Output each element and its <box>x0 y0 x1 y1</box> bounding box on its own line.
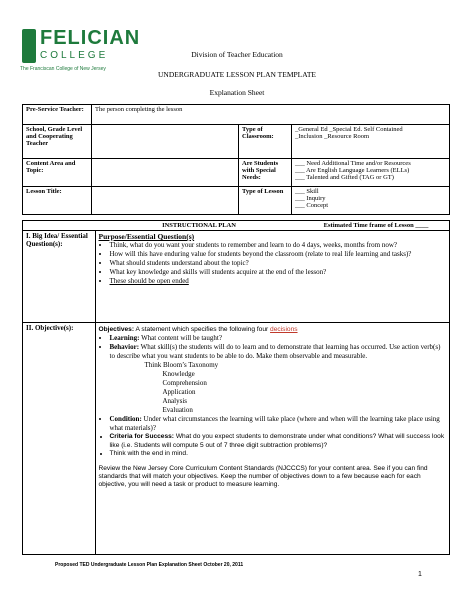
info-table <box>22 104 450 215</box>
content-area-label: Content Area and Topic: <box>23 159 92 187</box>
bloom-level: Knowledge <box>162 370 195 379</box>
think-end-text: • Think with the end in mind. <box>110 450 447 458</box>
special-needs-option: ___ Talented and Gifted (TAG or GT) <box>295 174 394 181</box>
objectives-intro-label: Objectives: <box>98 326 135 333</box>
list-item: • How will this have enduring value for students beyond the classroom (relate to real life learning and tasks)? <box>110 250 447 259</box>
objectives-cell <box>95 323 450 555</box>
division-title: Division of Teacher Education <box>191 50 283 59</box>
list-item: • These should be open ended <box>110 277 447 286</box>
list-item: • Think, what do you want your students to remember and learn to do 4 days, weeks, months from now? <box>110 241 447 250</box>
learning-label: Learning: <box>109 334 140 343</box>
logo-name: FELICIAN <box>40 27 141 49</box>
school-value <box>92 125 239 159</box>
condition-label: Condition: <box>109 415 142 424</box>
school-label: School, Grade Level and Cooperating Teacher <box>23 125 92 159</box>
bloom-level: Comprehension <box>162 379 207 388</box>
condition-text: Under what circumstances the learning will take place (where and when will the learning take place using what materials)? <box>109 415 440 433</box>
preservice-value: The person completing the lesson <box>92 105 450 125</box>
special-needs-options <box>292 159 450 187</box>
page-number: 1 <box>418 571 422 578</box>
big-idea-cell <box>95 231 450 323</box>
estimated-time-heading: Estimated Time frame of Lesson ____ <box>303 221 450 231</box>
logo-college: COLLEGE <box>40 50 109 61</box>
lesson-type-option: ___ Concept <box>295 202 329 209</box>
list-item: • What key knowledge and skills will students acquire at the end of the lesson? <box>110 268 447 277</box>
list-item: • What should students understand about the topic? <box>110 259 447 268</box>
lesson-type-label: Type of Lesson <box>239 187 292 215</box>
instructional-plan-heading: INSTRUCTIONAL PLAN <box>95 221 303 231</box>
special-needs-option: ___ Need Additional Time and/or Resources <box>295 160 411 167</box>
lesson-type-option: ___ Inquiry <box>295 195 326 202</box>
lesson-type-option: ___ Skill <box>295 188 319 195</box>
content-area-value <box>92 159 239 187</box>
footer-text: Proposed TED Undergraduate Lesson Plan Explanation Sheet October 20, 2011 <box>55 562 244 568</box>
special-needs-label: Are Students with Special Needs: <box>239 159 292 187</box>
objectives-label: II. Objective(s): <box>23 323 96 555</box>
review-text: Review the New Jersey Core Curriculum Content Standards (NJCCCS) for your content area. See if you can find standards that will match your objectives. Keep the number of objectives down to a few because each for each objective, you will need a task or product to measure learning. <box>98 464 428 489</box>
bloom-taxonomy <box>99 361 447 415</box>
plan-table <box>22 220 450 555</box>
document-title: UNDERGRADUATE LESSON PLAN TEMPLATE <box>158 70 316 79</box>
lesson-type-options <box>292 187 450 215</box>
purpose-heading: Purpose/Essential Question(s) <box>98 232 195 241</box>
classroom-type-label: Type of Classroom: <box>239 125 292 159</box>
objectives-intro-text: A statement which specifies the following four <box>134 326 271 333</box>
classroom-type-line2: _Inclusion _Resource Room <box>295 133 370 140</box>
classroom-type-line1: _General Ed _Special Ed. Self Contained <box>295 126 403 133</box>
lesson-title-value <box>92 187 239 215</box>
big-idea-label: I. Big Idea/ Essential Question(s): <box>23 231 96 323</box>
classroom-type-options <box>292 125 450 159</box>
bloom-level: Analysis <box>162 397 187 406</box>
criteria-label: Criteria for Success: <box>109 433 174 441</box>
preservice-label: Pre-Service Teacher: <box>23 105 92 125</box>
learning-text: What content will be taught? <box>139 334 222 343</box>
bloom-level: Application <box>162 388 196 397</box>
criteria-text: What do you expect students to demonstrate under what conditions? What will success look like (i.e. Students will compute 5 out of 7 three digit subtraction problems)? <box>109 433 445 449</box>
decisions-link[interactable]: decisions <box>270 326 298 333</box>
bloom-level: Evaluation <box>162 406 193 415</box>
special-needs-option: ___ Are English Language Learners (ELLs) <box>295 167 410 174</box>
behavior-text: What skill(s) the students will do to learn and to demonstrate that learning has occurred. Use action verb(s) to describe what you want students to be able to do. Make them observable and measurable. <box>109 343 441 361</box>
bloom-title: Think Bloom’s Taxonomy <box>144 361 219 370</box>
behavior-label: Behavior: <box>109 343 140 352</box>
logo-tagline: The Franciscan College of New Jersey <box>20 66 106 72</box>
lesson-title-label: Lesson Title: <box>23 187 92 215</box>
document-subtitle: Explanation Sheet <box>209 88 265 97</box>
